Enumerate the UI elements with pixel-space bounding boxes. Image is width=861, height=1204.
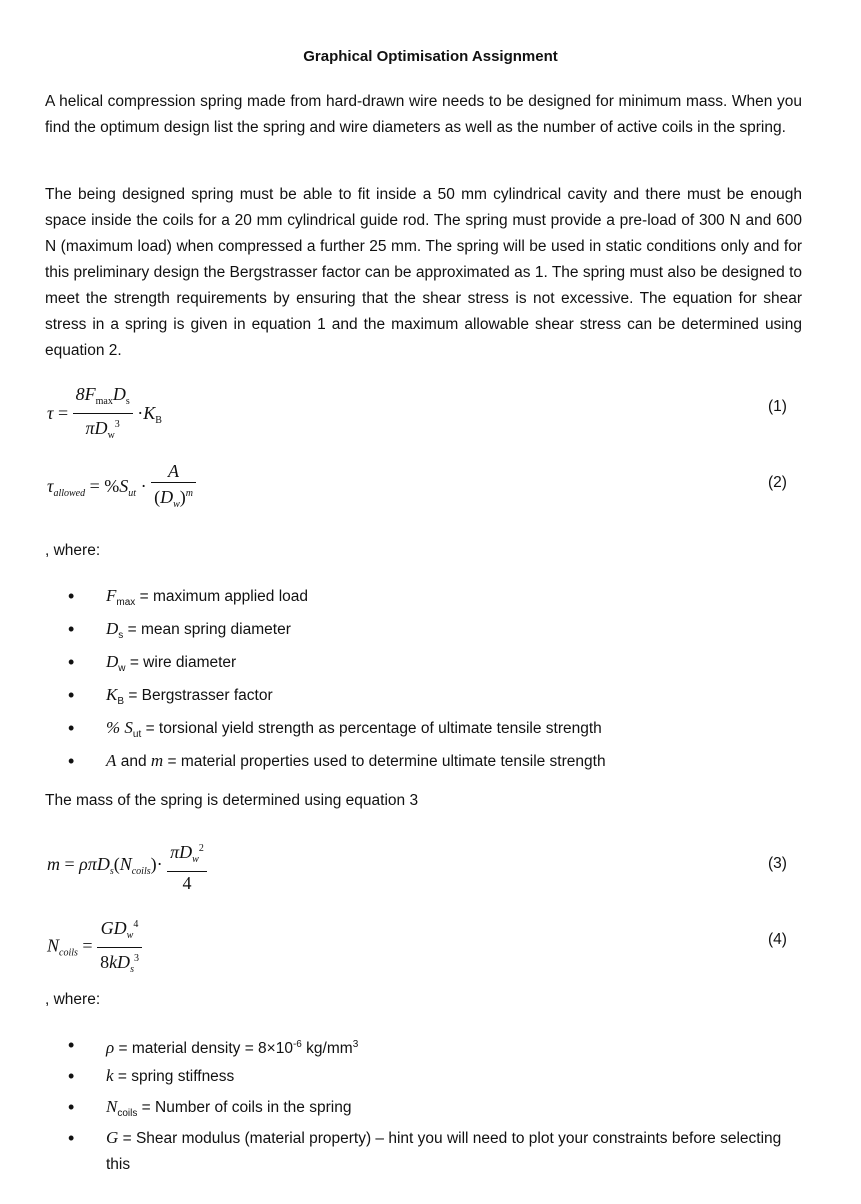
equation-4-number: (4) xyxy=(768,931,787,948)
list-item: • ρ = material density = $8\times 10^{-6}$ $kg/mm^3$ xyxy=(68,1032,806,1063)
equation-3: $m = \rho\pi D_s(N_{coils})\cdot$ $\frac{\pi D_w^2}{4}$ xyxy=(47,838,207,894)
list-item: • % $S_{ut}$ = torsional yield strength as percentage of ultimate tensile strength xyxy=(68,715,606,748)
list-item: • $N_{coils}$ = Number of coils in the spring xyxy=(68,1094,806,1125)
equation-2-number: (2) xyxy=(768,474,787,491)
list-item: • G = Shear modulus (material property) – hint you will need to plot your constraints before selecting this xyxy=(68,1125,806,1178)
definitions-list-2 xyxy=(68,1032,806,1178)
where-label-1: , where: xyxy=(45,542,101,559)
mass-intro-line: The mass of the spring is determined using equation 3 xyxy=(45,792,419,809)
list-item: • $D_w$ = wire diameter xyxy=(68,649,606,682)
document-title: Graphical Optimisation Assignment xyxy=(303,48,558,65)
list-item: • A and m = material properties used to determine ultimate tensile strength xyxy=(68,748,606,781)
list-item: • $K_B$ = Bergstrasser factor xyxy=(68,682,606,715)
where-label-2: , where: xyxy=(45,991,101,1008)
list-item: • k = spring stiffness xyxy=(68,1063,806,1094)
equation-1: τ = $\frac{8F_{max}D_s}{\pi D_w^3}$ $\cdot K_B$ xyxy=(47,384,162,441)
equation-3-number: (3) xyxy=(768,855,787,872)
requirements-paragraph: The being designed spring must be able to fit inside a 50 mm cylindrical cavity and there must be enough space inside the coils for a 20 mm cylindrical guide rod. The spring must provide a pre-load of 300 N and 600 N (maximum load) when compressed a further 25 mm. The spring will be used in static conditions only and for this preliminary design the Bergstrasser factor can be approximated as 1. The spring must also be designed to meet the strength requirements by ensuring that the shear stress is not excessive. The equation for shear stress in a spring is given in equation 1 and the maximum allowable shear stress can be determined using equation 2. xyxy=(45,186,802,359)
definitions-list-1 xyxy=(68,583,606,781)
equation-4: $N_{coils}$ = $\frac{GD_w^4}{8kD_s^3}$ xyxy=(47,914,142,981)
list-item: • $D_s$ = mean spring diameter xyxy=(68,616,606,649)
equation-1-number: (1) xyxy=(768,398,787,415)
list-item: • $F_{max}$ = maximum applied load xyxy=(68,583,606,616)
intro-paragraph: A helical compression spring made from hard-drawn wire needs to be designed for minimum mass. When you find the optimum design list the spring and wire diameters as well as the number of active coils in the spring. xyxy=(45,93,802,136)
equation-2: $\tau_{allowed} = \%S_{ut}$ · $\frac{A}{(D_w)^m}$ xyxy=(47,460,196,516)
